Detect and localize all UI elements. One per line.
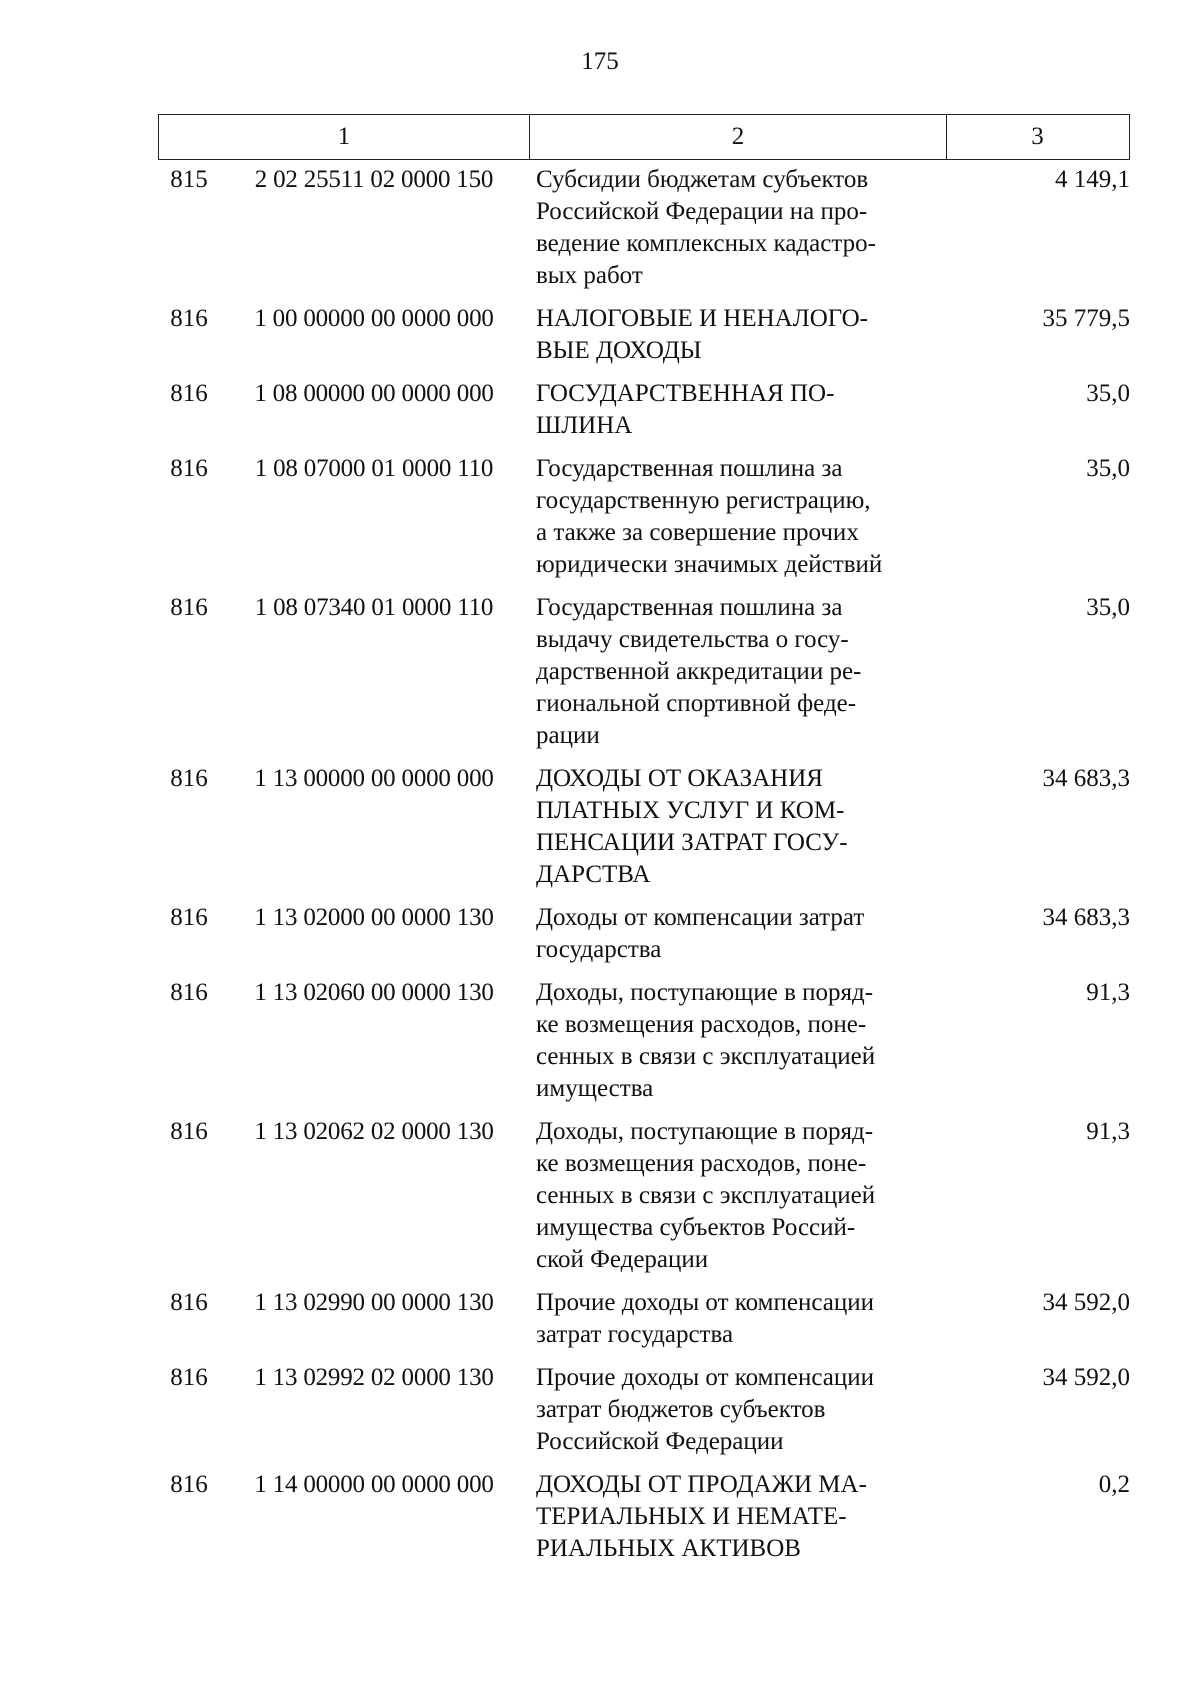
- budget-code-cell: 1 08 07340 01 0000 110: [254, 594, 494, 621]
- page-number: 175: [581, 48, 619, 75]
- table-row: [158, 592, 1130, 752]
- admin-code-cell: 816: [170, 1364, 208, 1391]
- budget-code-cell: 1 13 02062 02 0000 130: [254, 1118, 494, 1145]
- amount-cell: 35,0: [1086, 594, 1130, 621]
- admin-code-cell: 816: [170, 904, 208, 931]
- amount-cell: 34 683,3: [1042, 765, 1130, 792]
- table-body: [158, 164, 1130, 1576]
- admin-code-cell: 815: [170, 166, 208, 193]
- admin-code-cell: 816: [170, 305, 208, 332]
- description-cell: НАЛОГОВЫЕ И НЕНАЛОГО- ВЫЕ ДОХОДЫ: [536, 305, 868, 364]
- description-cell: Субсидии бюджетам субъектов Российской Федерации на про- ведение комплексных кадастро- вых работ: [536, 166, 876, 289]
- table-row: [158, 1287, 1130, 1351]
- description-cell: ДОХОДЫ ОТ ПРОДАЖИ МА- ТЕРИАЛЬНЫХ И НЕМАТЕ- РИАЛЬНЫХ АКТИВОВ: [536, 1471, 867, 1562]
- amount-cell: 35,0: [1086, 380, 1130, 407]
- budget-code-cell: 1 14 00000 00 0000 000: [254, 1471, 494, 1498]
- description-cell: Прочие доходы от компенсации затрат бюджетов субъектов Российской Федерации: [536, 1364, 874, 1455]
- table-row: [158, 1362, 1130, 1458]
- description-cell: Прочие доходы от компенсации затрат государства: [536, 1289, 874, 1348]
- budget-code-cell: 1 00 00000 00 0000 000: [254, 305, 494, 332]
- budget-code-cell: 1 13 02990 00 0000 130: [254, 1289, 494, 1316]
- admin-code-cell: 816: [170, 1471, 208, 1498]
- budget-code-cell: 1 13 00000 00 0000 000: [254, 765, 494, 792]
- amount-cell: 35 779,5: [1042, 305, 1130, 332]
- description-cell: Доходы, поступающие в поряд- ке возмещения расходов, поне- сенных в связи с эксплуатацией имущества субъектов Россий- ской Федерации: [536, 1118, 876, 1273]
- description-cell: Доходы от компенсации затрат государства: [536, 904, 865, 963]
- amount-cell: 91,3: [1086, 1118, 1130, 1145]
- table-row: [158, 378, 1130, 442]
- description-cell: ДОХОДЫ ОТ ОКАЗАНИЯ ПЛАТНЫХ УСЛУГ И КОМ- ПЕНСАЦИИ ЗАТРАТ ГОСУ- ДАРСТВА: [536, 765, 848, 888]
- admin-code-cell: 816: [170, 979, 208, 1006]
- admin-code-cell: 816: [170, 1118, 208, 1145]
- budget-code-cell: 1 08 07000 01 0000 110: [254, 455, 494, 482]
- budget-code-cell: 1 08 00000 00 0000 000: [254, 380, 494, 407]
- budget-code-cell: 1 13 02992 02 0000 130: [254, 1364, 494, 1391]
- budget-code-cell: 1 13 02060 00 0000 130: [254, 979, 494, 1006]
- amount-cell: 91,3: [1086, 979, 1130, 1006]
- header-column-1: 1: [337, 123, 351, 150]
- table-row: [158, 763, 1130, 891]
- admin-code-cell: 816: [170, 1289, 208, 1316]
- table-row: [158, 453, 1130, 581]
- table-row: [158, 902, 1130, 966]
- description-cell: Государственная пошлина за государственную регистрацию, а также за совершение прочих юридически значимых действий: [536, 455, 883, 578]
- budget-code-cell: 1 13 02000 00 0000 130: [254, 904, 494, 931]
- table-row: [158, 303, 1130, 367]
- description-cell: Государственная пошлина за выдачу свидетельства о госу- дарственной аккредитации ре- гиональной спортивной феде- рации: [536, 594, 862, 749]
- description-cell: Доходы, поступающие в поряд- ке возмещения расходов, поне- сенных в связи с эксплуатацией имущества: [536, 979, 876, 1102]
- table-row: [158, 164, 1130, 292]
- header-column-2: 2: [529, 115, 946, 159]
- admin-code-cell: 816: [170, 594, 208, 621]
- table-row: [158, 977, 1130, 1105]
- amount-cell: 34 592,0: [1042, 1289, 1130, 1316]
- table-row: [158, 1116, 1130, 1276]
- amount-cell: 35,0: [1086, 455, 1130, 482]
- admin-code-cell: 816: [170, 765, 208, 792]
- header-column-3: 3: [946, 115, 1128, 159]
- table-row: [158, 1469, 1130, 1565]
- admin-code-cell: 816: [170, 455, 208, 482]
- table-header: [158, 114, 1130, 160]
- amount-cell: 34 592,0: [1042, 1364, 1130, 1391]
- budget-code-cell: 2 02 25511 02 0000 150: [254, 166, 494, 193]
- amount-cell: 0,2: [1098, 1471, 1130, 1498]
- admin-code-cell: 816: [170, 380, 208, 407]
- amount-cell: 34 683,3: [1042, 904, 1130, 931]
- description-cell: ГОСУДАРСТВЕННАЯ ПО- ШЛИНА: [536, 380, 835, 439]
- amount-cell: 4 149,1: [1055, 166, 1130, 193]
